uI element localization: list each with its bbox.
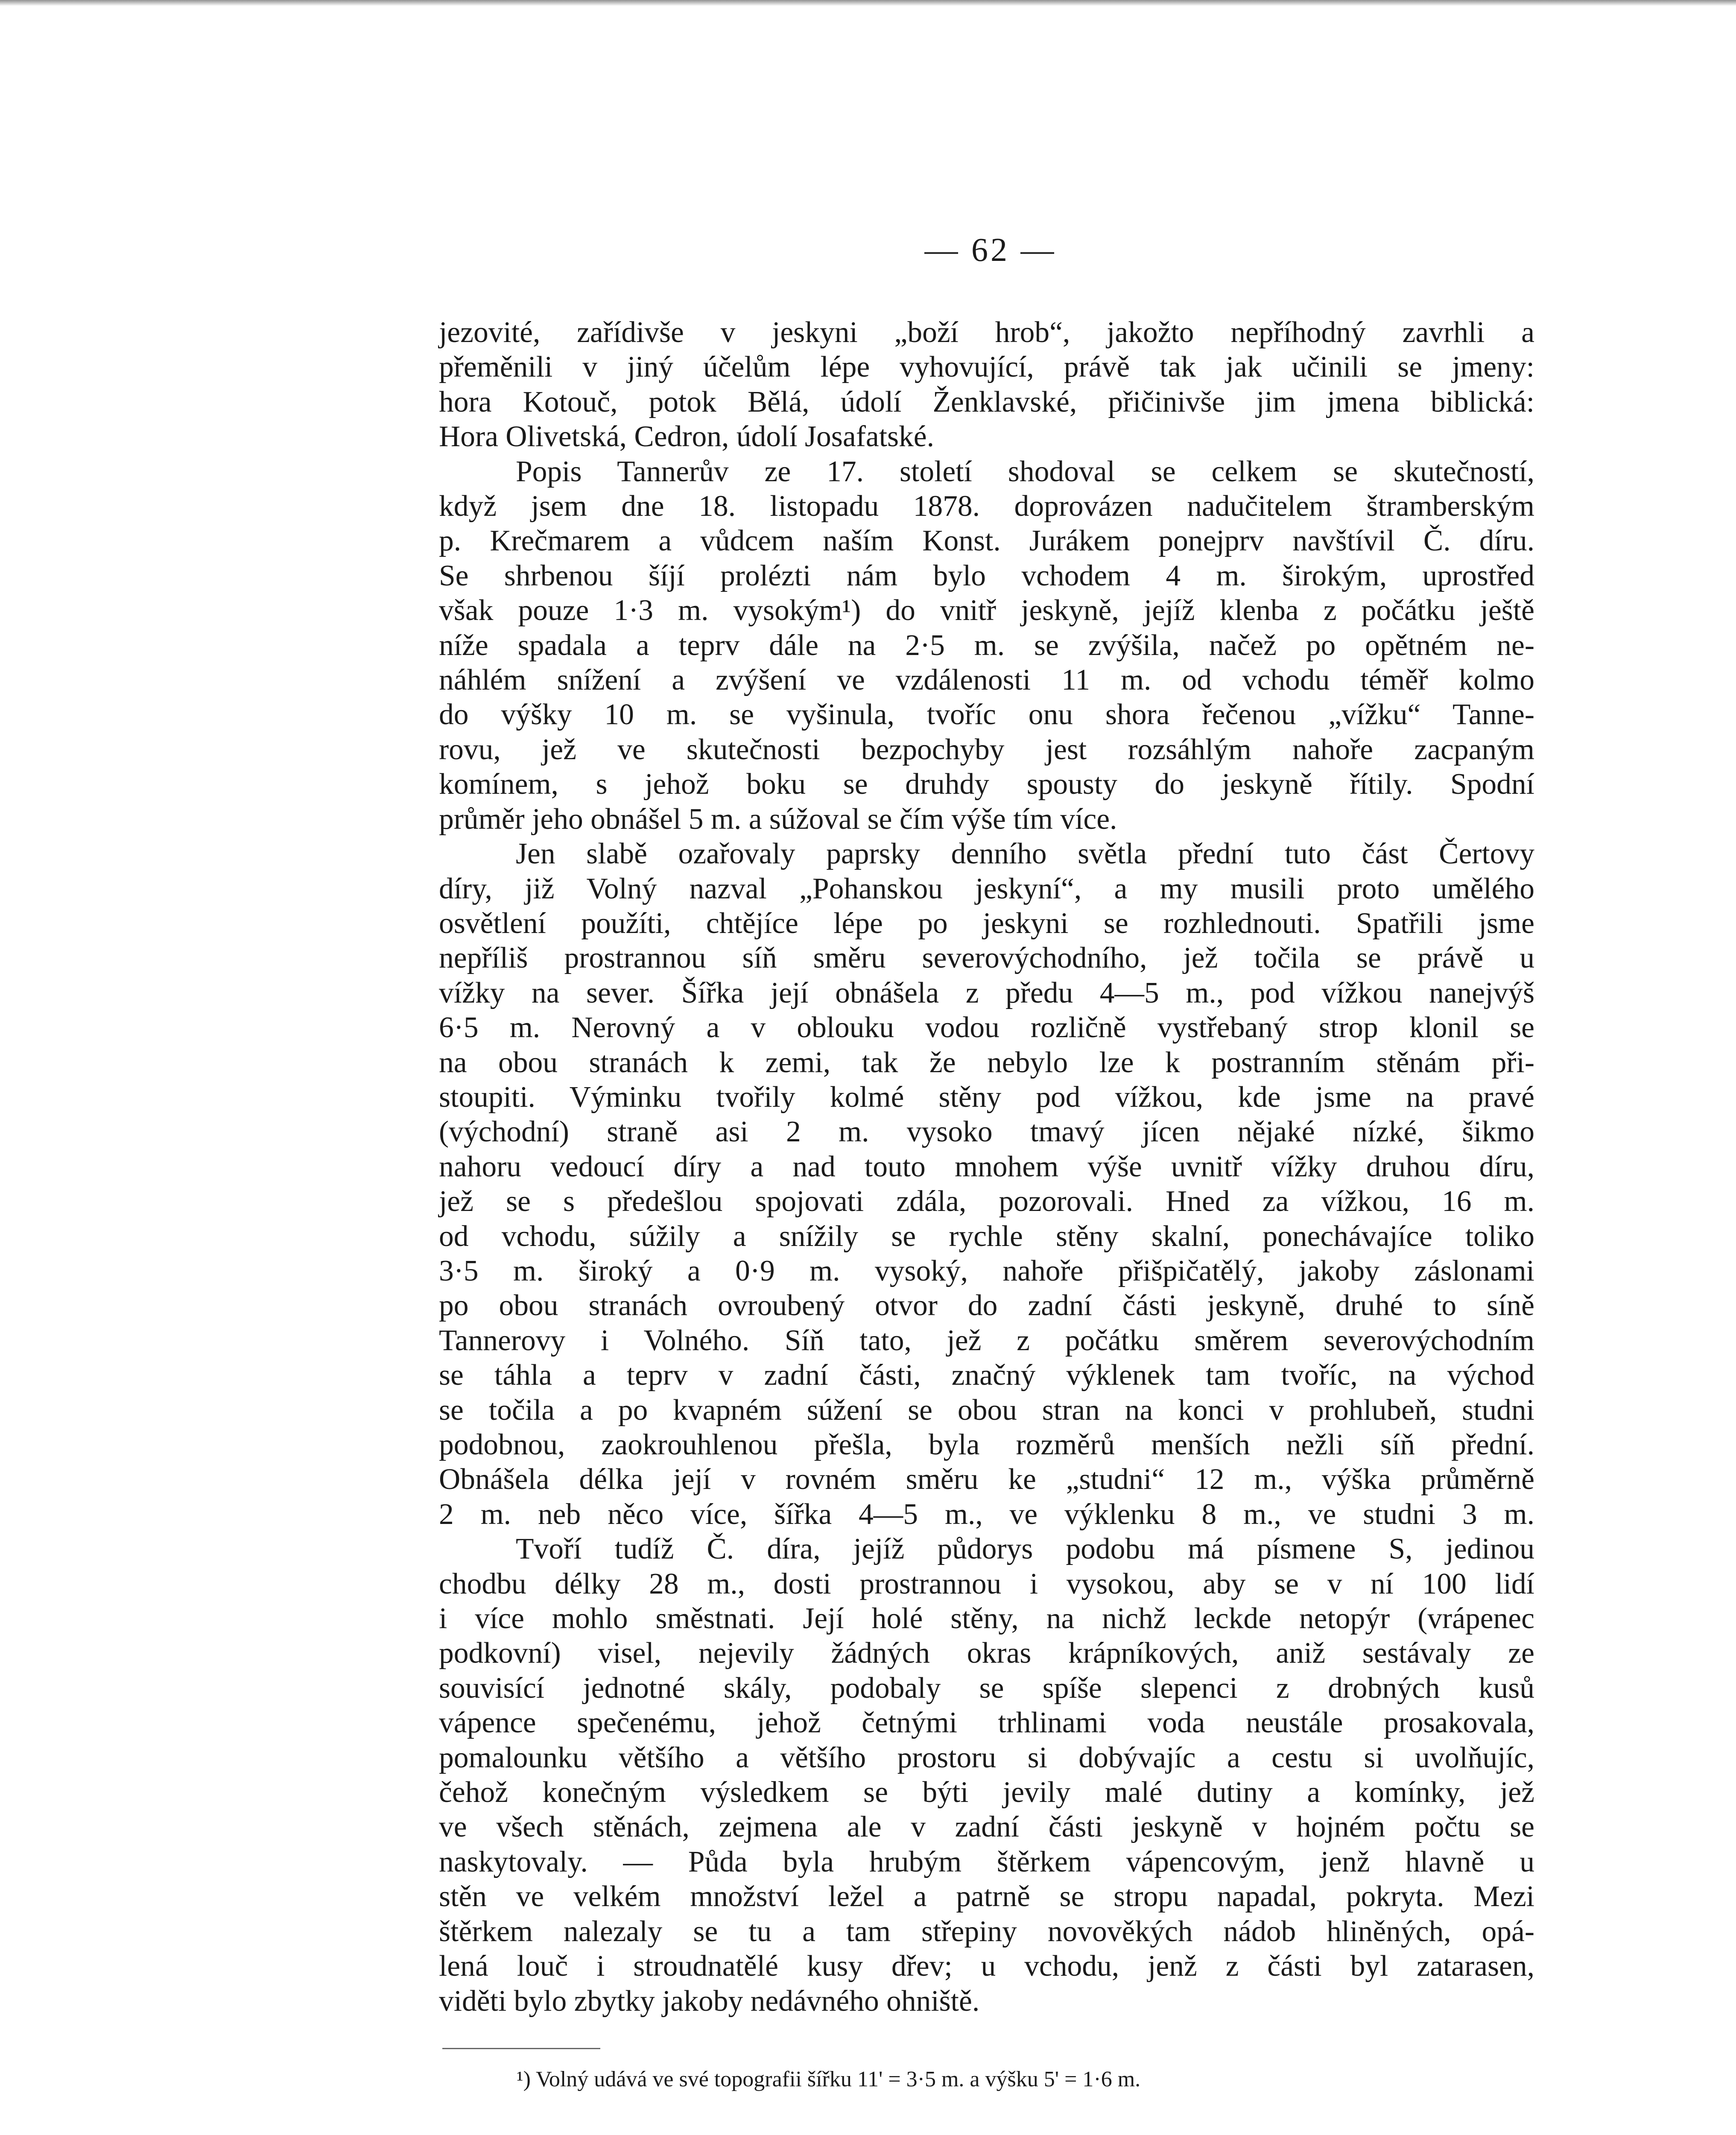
text-line: 6·5 m. Nerovný a v oblouku vodou rozličně vystřebaný strop klonil se	[439, 1011, 1534, 1044]
text-line: se točila a po kvapném súžení se obou stran na konci v prohlubeň, studni	[439, 1393, 1534, 1427]
text-line: 3·5 m. široký a 0·9 m. vysoký, nahoře přišpičatělý, jakoby záslonami	[439, 1254, 1534, 1287]
text-line: štěrkem nalezaly se tu a tam střepiny novověkých nádob hliněných, opá-	[439, 1915, 1534, 1948]
text-line: pomalounku většího a většího prostoru si dobývajíc a cestu si uvolňujíc,	[439, 1741, 1534, 1774]
text-line: do výšky 10 m. se vyšinula, tvoříc onu shora řečenou „vížku“ Tanne-	[439, 698, 1534, 731]
text-line: Popis Tannerův ze 17. století shodoval se celkem se skutečností,	[516, 455, 1534, 488]
text-line: naskytovaly. — Půda byla hrubým štěrkem vápencovým, jenž hlavně u	[439, 1845, 1534, 1878]
text-line: níže spadala a teprv dále na 2·5 m. se zvýšila, načež po opětném ne-	[439, 629, 1534, 662]
footnote-divider	[442, 2048, 600, 2049]
text-line: lená louč i stroudnatělé kusy dřev; u vchodu, jenž z části byl zatarasen,	[439, 1950, 1534, 1983]
text-line: komínem, s jehož boku se druhdy spousty do jeskyně řítily. Spodní	[439, 768, 1534, 801]
text-line: průměr jeho obnášel 5 m. a súžoval se čím výše tím více.	[439, 802, 1117, 836]
page-number: — 62 —	[924, 231, 1057, 268]
text-line: rovu, jež ve skutečnosti bezpochyby jest rozsáhlým nahoře zacpaným	[439, 733, 1534, 766]
text-line: Se shrbenou šíjí prolézti nám bylo vchodem 4 m. širokým, uprostřed	[439, 559, 1534, 592]
text-line: čehož konečným výsledkem se býti jevily malé dutiny a komínky, jež	[439, 1776, 1534, 1809]
text-line: však pouze 1·3 m. vysokým¹) do vnitř jeskyně, jejíž klenba z počátku ještě	[439, 594, 1534, 627]
text-line: souvisící jednotné skály, podobaly se spíše slepenci z drobných kusů	[439, 1671, 1534, 1705]
text-line: náhlém snížení a zvýšení ve vzdálenosti 11 m. od vchodu téměř kolmo	[439, 664, 1534, 697]
paragraph-1	[439, 315, 1534, 454]
text-line: jezovité, zařídivše v jeskyni „boží hrob“, jakožto nepříhodný zavrhli a	[439, 316, 1534, 349]
text-line: hora Kotouč, potok Bělá, údolí Ženklavské, přičinivše jim jmena biblická:	[439, 385, 1534, 418]
paragraph-2	[439, 454, 1534, 836]
text-line: i více mohlo směstnati. Její holé stěny, na nichž leckde netopýr (vrápenec	[439, 1602, 1534, 1635]
text-line: vížky na sever. Šířka její obnášela z předu 4—5 m., pod vížkou nanejvýš	[439, 976, 1534, 1009]
text-line: na obou stranách k zemi, tak že nebylo lze k postranním stěnám při-	[439, 1046, 1534, 1079]
text-line: chodbu délky 28 m., dosti prostrannou i vysokou, aby se v ní 100 lidí	[439, 1567, 1534, 1600]
text-line: Jen slabě ozařovaly paprsky denního světla přední tuto část Čertovy	[516, 837, 1534, 871]
text-line: Tannerovy i Volného. Síň tato, jež z počátku směrem severovýchodním	[439, 1324, 1534, 1357]
text-line: díry, již Volný nazval „Pohanskou jeskyní“, a my musili proto umělého	[439, 872, 1534, 905]
text-line: vápence spečenému, jehož četnými trhlinami voda neustále prosakovala,	[439, 1706, 1534, 1740]
text-line: ve všech stěnách, zejmena ale v zadní části jeskyně v hojném počtu se	[439, 1810, 1534, 1844]
text-line: stěn ve velkém množství ležel a patrně se stropu napadal, pokryta. Mezi	[439, 1880, 1534, 1913]
text-line: Obnášela délka její v rovném směru ke „studni“ 12 m., výška průměrně	[439, 1463, 1534, 1496]
text-line: podkovní) visel, nejevily žádných okras krápníkových, aniž sestávaly ze	[439, 1637, 1534, 1670]
text-line: jež se s předešlou spojovati zdála, pozorovali. Hned za vížkou, 16 m.	[439, 1185, 1534, 1218]
body-text	[439, 315, 1534, 2018]
text-line: osvětlení použíti, chtějíce lépe po jeskyni se rozhlednouti. Spatřili jsme	[439, 907, 1534, 940]
text-line: se táhla a teprv v zadní části, značný výklenek tam tvoříc, na východ	[439, 1359, 1534, 1392]
text-line: když jsem dne 18. listopadu 1878. doprovázen nadučitelem štramberským	[439, 490, 1534, 523]
text-line: Tvoří tudíž Č. díra, jejíž půdorys podobu má písmene S, jedinou	[516, 1533, 1534, 1566]
text-line: nahoru vedoucí díry a nad touto mnohem výše uvnitř vížky druhou díru,	[439, 1150, 1534, 1183]
text-line: od vchodu, súžily a snížily se rychle stěny skalní, ponechávajíce toliko	[439, 1220, 1534, 1253]
text-line: (východní) straně asi 2 m. vysoko tmavý jícen nějaké nízké, šikmo	[439, 1115, 1534, 1149]
paragraph-4	[439, 1532, 1534, 2018]
text-line: p. Krečmarem a vůdcem naším Konst. Jurákem ponejprv navštívil Č. díru.	[439, 524, 1534, 558]
footnote: ¹) Volný udává ve své topografii šířku 11' = 3·5 m. a výšku 5' = 1·6 m.	[517, 2067, 1141, 2091]
text-line: stoupiti. Výminku tvořily kolmé stěny pod vížkou, kde jsme na pravé	[439, 1080, 1534, 1114]
text-line: po obou stranách ovroubený otvor do zadní části jeskyně, druhé to síně	[439, 1289, 1534, 1322]
text-line: přeměnili v jiný účelům lépe vyhovující, právě tak jak učinili se jmeny:	[439, 351, 1534, 384]
text-line: viděti bylo zbytky jakoby nedávného ohniště.	[439, 1984, 980, 2018]
text-line: Hora Olivetská, Cedron, údolí Josafatské.	[439, 420, 935, 453]
page-top-edge	[0, 0, 1736, 6]
paragraph-3	[439, 836, 1534, 1532]
text-line: podobnou, zaokrouhlenou přešla, byla rozměrů menších nežli síň přední.	[439, 1428, 1534, 1461]
text-line: 2 m. neb něco více, šířka 4—5 m., ve výklenku 8 m., ve studni 3 m.	[439, 1497, 1534, 1531]
text-line: nepříliš prostrannou síň směru severovýchodního, jež točila se právě u	[439, 942, 1534, 975]
